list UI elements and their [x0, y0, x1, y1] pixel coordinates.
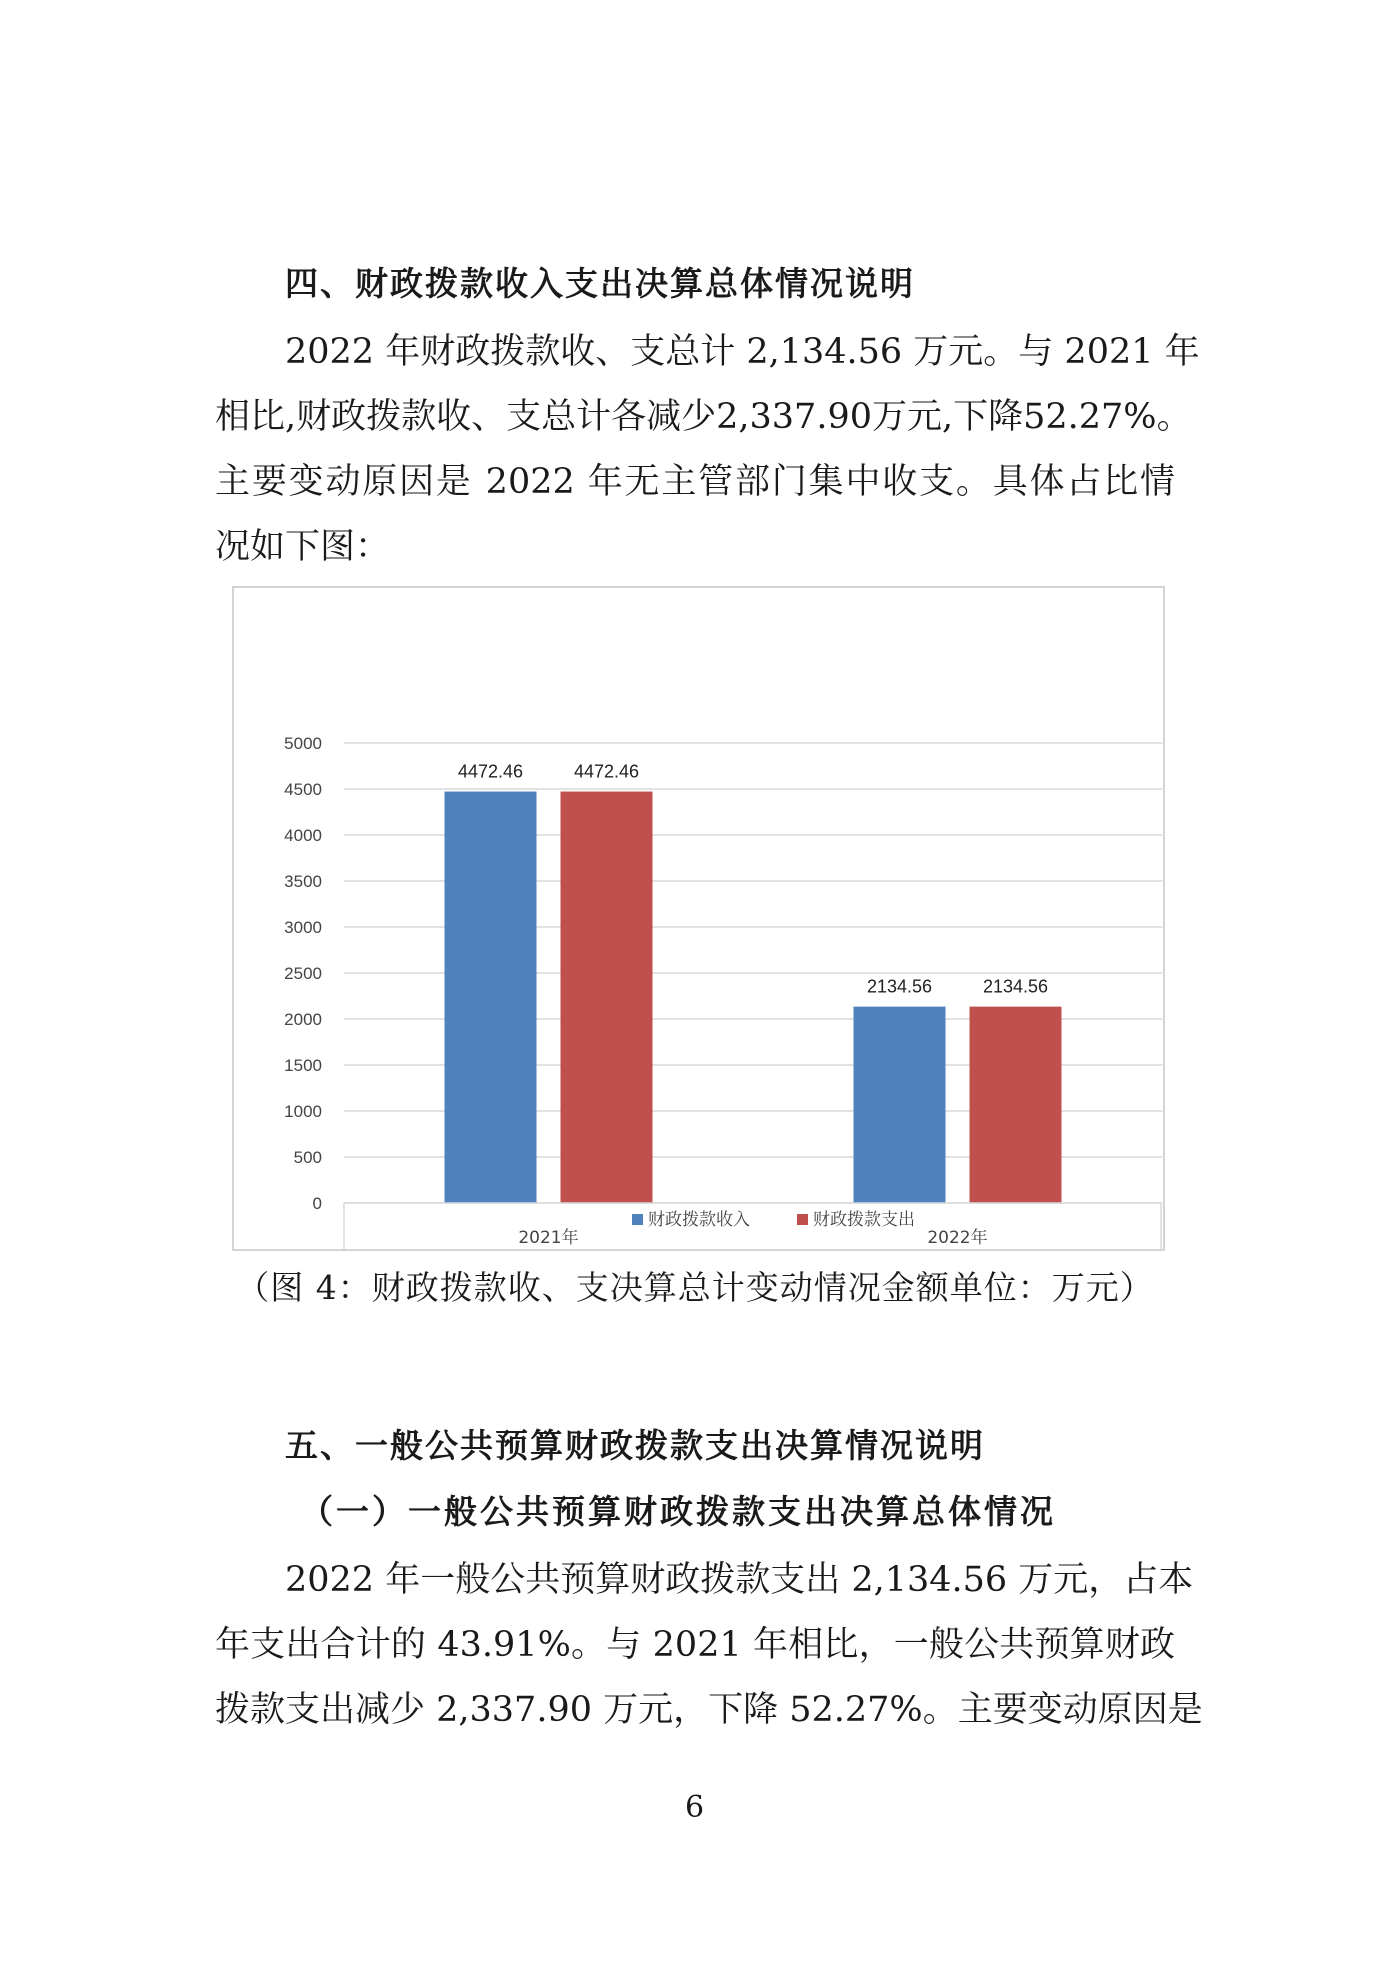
section-5-subheading: （一）一般公共预算财政拨款支出决算总体情况 — [300, 1492, 1056, 1531]
y-tick-label: 4000 — [284, 826, 322, 845]
section-4-line-4: 况如下图： — [215, 527, 391, 567]
bar — [445, 792, 537, 1203]
bar-data-label: 4472.46 — [457, 761, 524, 782]
bar — [561, 792, 653, 1203]
section-5-line-1: 2022 年一般公共预算财政拨款支出 2,134.56 万元，占本 — [285, 1560, 1194, 1600]
legend-label: 财政拨款收入 — [648, 1210, 750, 1230]
figure-caption: （图 4：财政拨款收、支决算总计变动情况金额单位：万元） — [236, 1268, 1154, 1307]
bar-data-label: 4472.46 — [573, 761, 640, 782]
bar — [854, 1007, 946, 1203]
chart-canvas — [234, 588, 1163, 1249]
legend-swatch — [632, 1214, 643, 1225]
section-5-line-2: 年支出合计的 43.91%。与 2021 年相比，一般公共预算财政 — [215, 1625, 1175, 1665]
section-5-heading: 五、一般公共预算财政拨款支出决算情况说明 — [285, 1426, 985, 1465]
section-4-heading: 四、财政拨款收入支出决算总体情况说明 — [285, 264, 915, 303]
page-number: 6 — [684, 1790, 705, 1825]
bar — [970, 1007, 1062, 1203]
legend-swatch — [797, 1214, 808, 1225]
y-tick-label: 2500 — [284, 964, 322, 983]
y-tick-label: 5000 — [284, 734, 322, 753]
y-tick-label: 1000 — [284, 1102, 322, 1121]
section-4-line-2: 相比,财政拨款收、支总计各减少2,337.90万元,下降52.27%。 — [215, 397, 1192, 437]
bar-data-label: 2134.56 — [982, 976, 1049, 997]
y-tick-label: 3000 — [284, 918, 322, 937]
y-tick-label: 0 — [312, 1194, 322, 1213]
x-category-label: 2021年 — [518, 1228, 579, 1248]
y-tick-label: 1500 — [284, 1056, 322, 1075]
y-tick-label: 4500 — [284, 780, 322, 799]
y-tick-label: 500 — [293, 1148, 322, 1167]
x-category-label: 2022年 — [927, 1228, 988, 1248]
y-tick-label: 2000 — [284, 1010, 322, 1029]
legend-label: 财政拨款支出 — [813, 1210, 915, 1230]
section-5-line-3: 拨款支出减少 2,337.90 万元，下降 52.27%。主要变动原因是 — [215, 1690, 1203, 1730]
bar-data-label: 2134.56 — [866, 976, 933, 997]
section-4-line-1: 2022 年财政拨款收、支总计 2,134.56 万元。与 2021 年 — [285, 332, 1200, 372]
y-tick-label: 3500 — [284, 872, 322, 891]
bar-chart — [232, 586, 1165, 1251]
section-4-line-3: 主要变动原因是 2022 年无主管部门集中收支。具体占比情 — [215, 462, 1175, 502]
